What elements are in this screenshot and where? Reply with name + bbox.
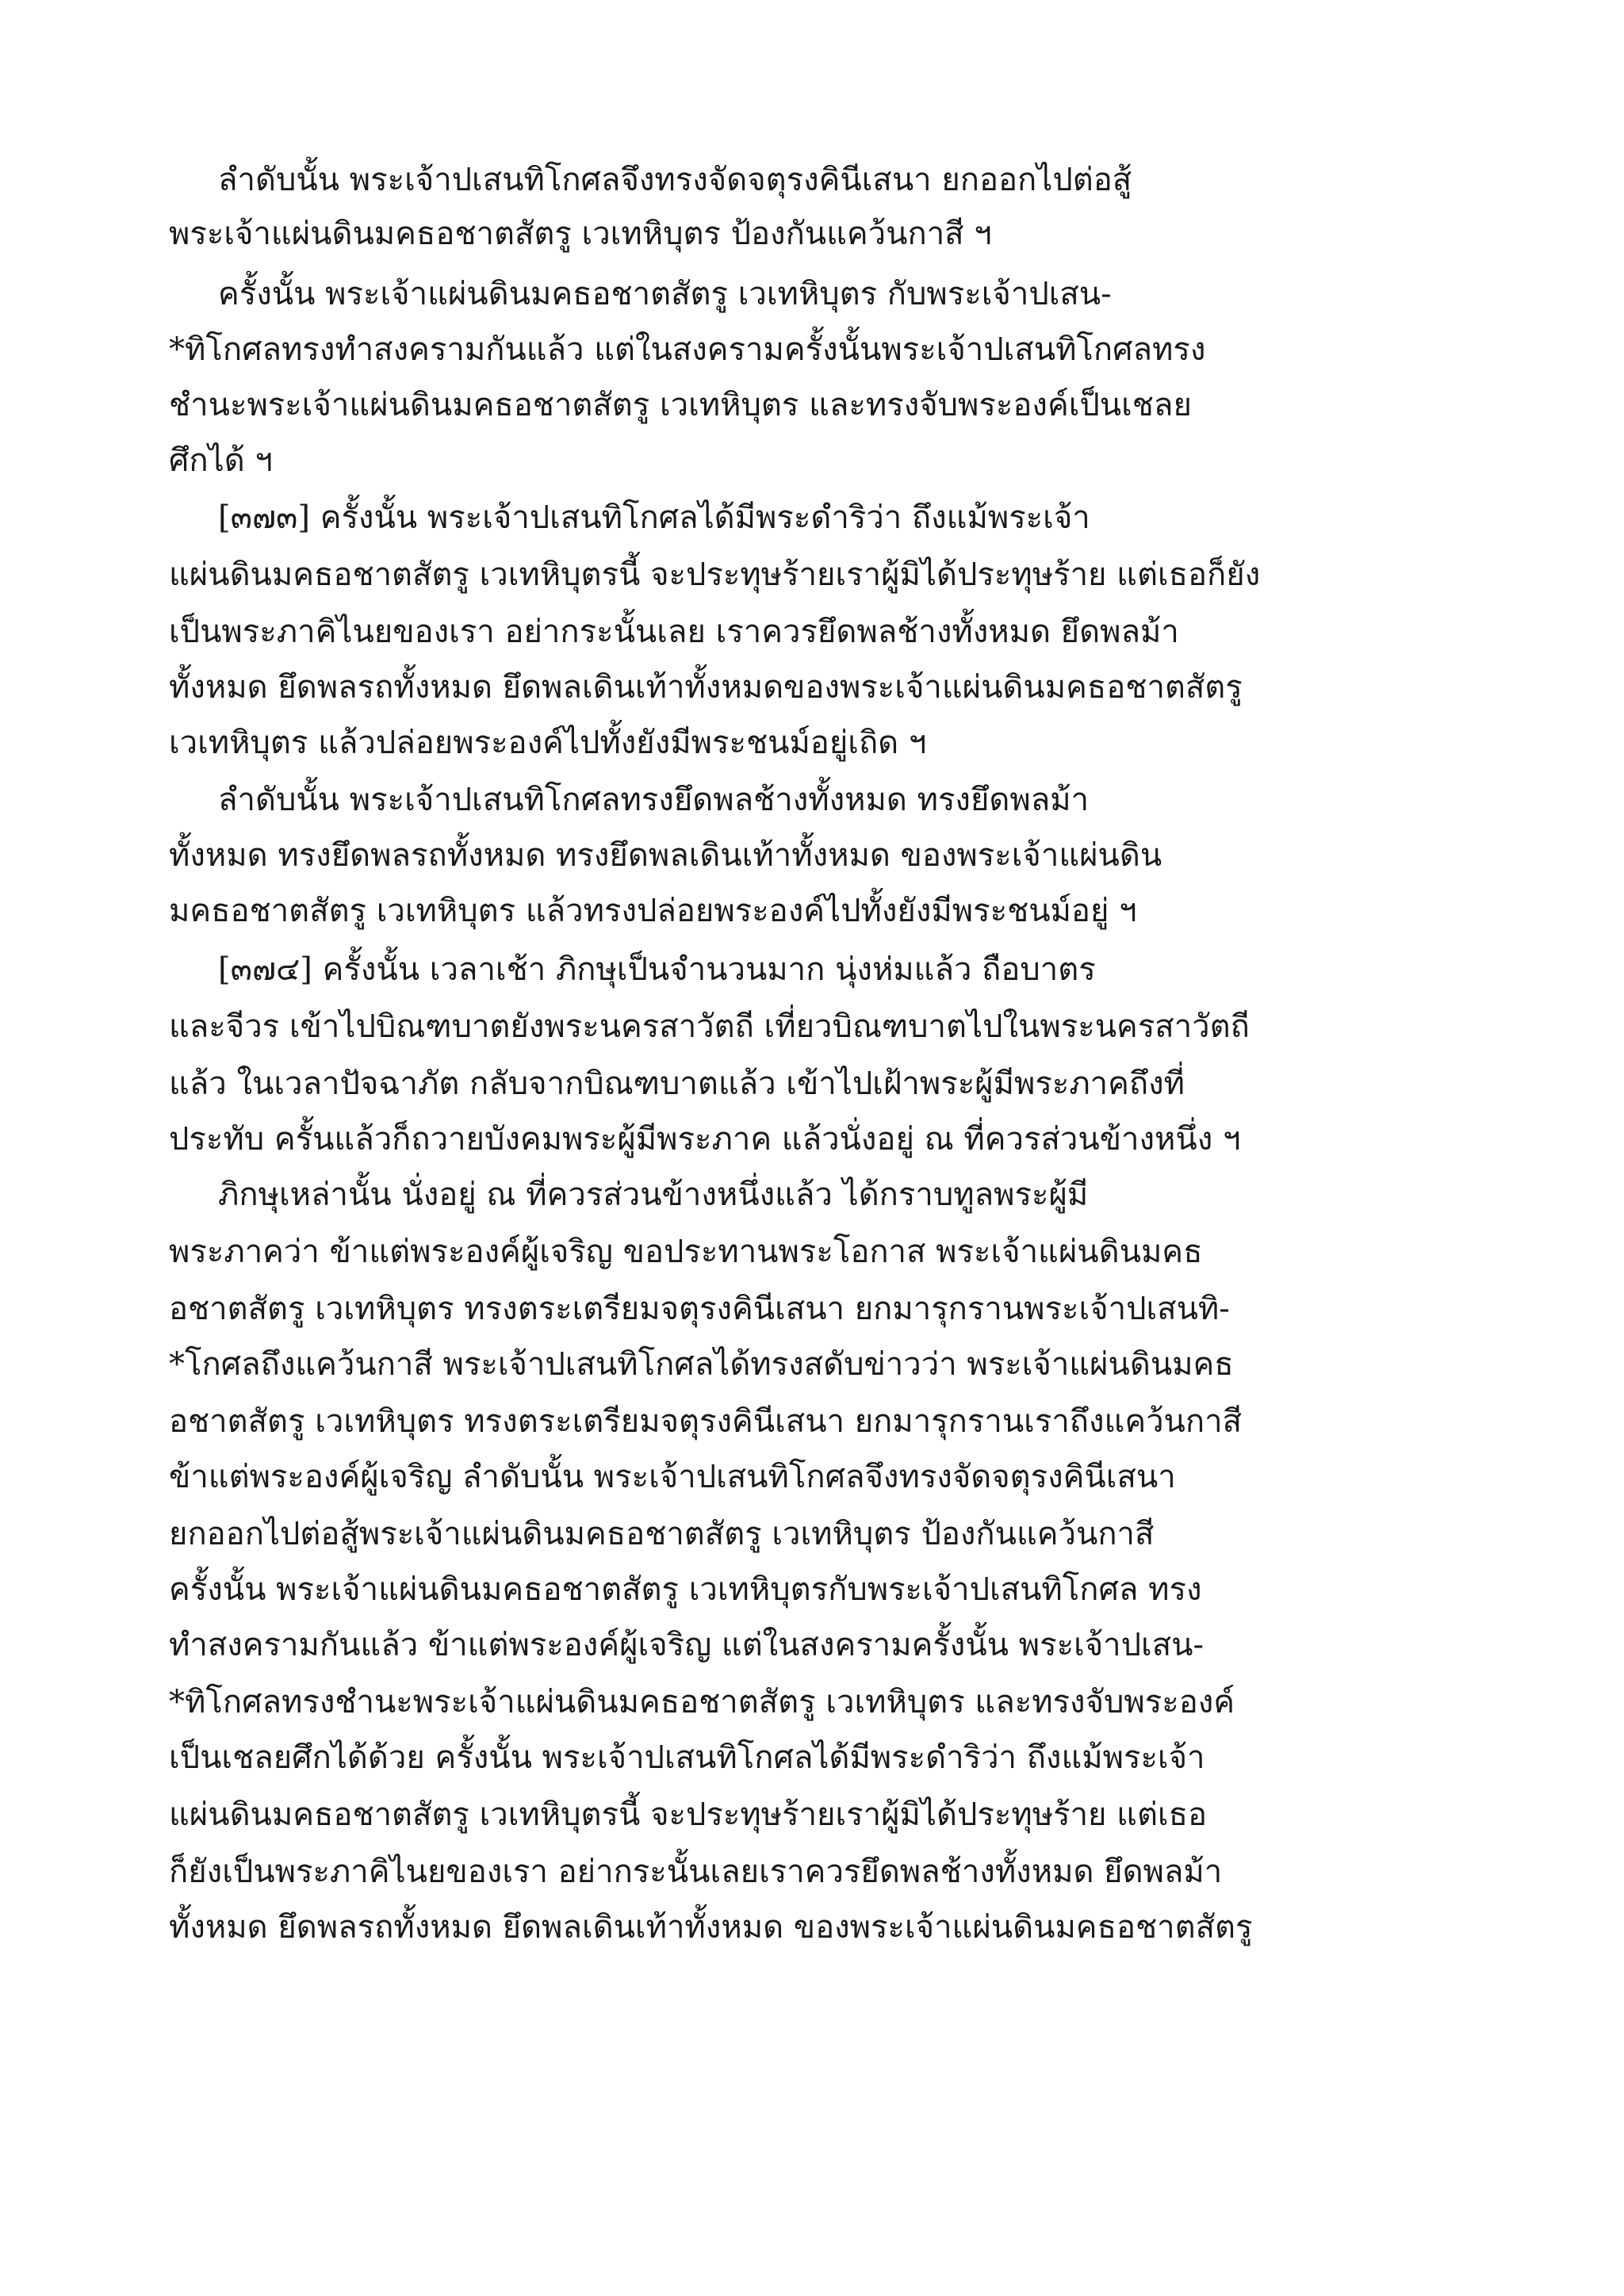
- text-line: ทั้งหมด ยึดพลรถทั้งหมด ยึดพลเดินเท้าทั้งหมด ของพระเจ้าแผ่นดินมคธอชาตสัตรู: [169, 1909, 1253, 1946]
- text-line: ทั้งหมด ทรงยึดพลรถทั้งหมด ทรงยึดพลเดินเท้าทั้งหมด ของพระเจ้าแผ่นดิน: [169, 837, 1162, 874]
- text-line: แผ่นดินมคธอชาตสัตรู เวเทหิบุตรนี้ จะประทุษร้ายเราผู้มิได้ประทุษร้าย แต่เธอก็ยัง: [169, 557, 1261, 593]
- text-line: พระภาคว่า ข้าแต่พระองค์ผู้เจริญ ขอประทานพระโอกาส พระเจ้าแผ่นดินมคธ: [169, 1234, 1203, 1270]
- text-line: ศึกได้ ฯ: [169, 442, 273, 479]
- text-line: ชำนะพระเจ้าแผ่นดินมคธอชาตสัตรู เวเทหิบุตร และทรงจับพระองค์เป็นเชลย: [169, 387, 1192, 423]
- text-line: อชาตสัตรู เวเทหิบุตร ทรงตระเตรียมจตุรงคินีเสนา ยกมารุกรานพระเจ้าปเสนทิ-: [169, 1291, 1230, 1327]
- text-line: [๓๗๔] ครั้งนั้น เวลาเช้า ภิกษุเป็นจำนวนมาก นุ่งห่มแล้ว ถือบาตร: [218, 951, 1096, 988]
- text-line: ทั้งหมด ยึดพลรถทั้งหมด ยึดพลเดินเท้าทั้งหมดของพระเจ้าแผ่นดินมคธอชาตสัตรู: [169, 669, 1243, 706]
- text-line: ทำสงครามกันแล้ว ข้าแต่พระองค์ผู้เจริญ แต่ในสงครามครั้งนั้น พระเจ้าปเสน-: [169, 1627, 1204, 1663]
- text-line: ยกออกไปต่อสู้พระเจ้าแผ่นดินมคธอชาตสัตรู เวเทหิบุตร ป้องกันแคว้นกาสี: [169, 1516, 1155, 1552]
- text-line: แล้ว ในเวลาปัจฉาภัต กลับจากบิณฑบาตแล้ว เข้าไปเฝ้าพระผู้มีพระภาคถึงที่: [169, 1066, 1185, 1102]
- text-line: มคธอชาตสัตรู เวเทหิบุตร แล้วทรงปล่อยพระองค์ไปทั้งยังมีพระชนม์อยู่ ฯ: [169, 893, 1137, 929]
- text-line: ข้าแต่พระองค์ผู้เจริญ ลำดับนั้น พระเจ้าปเสนทิโกศลจึงทรงจัดจตุรงคินีเสนา: [169, 1459, 1176, 1495]
- text-line: ประทับ ครั้นแล้วก็ถวายบังคมพระผู้มีพระภาค แล้วนั่งอยู่ ณ ที่ควรส่วนข้างหนึ่ง ฯ: [169, 1121, 1241, 1158]
- text-line: เป็นเชลยศึกได้ด้วย ครั้งนั้น พระเจ้าปเสนทิโกศลได้มีพระดำริว่า ถึงแม้พระเจ้า: [169, 1739, 1205, 1776]
- text-line: ครั้งนั้น พระเจ้าแผ่นดินมคธอชาตสัตรู เวเทหิบุตร กับพระเจ้าปเสน-: [218, 276, 1112, 312]
- text-line: *ทิโกศลทรงทำสงครามกันแล้ว แต่ในสงครามครั้งนั้นพระเจ้าปเสนทิโกศลทรง: [169, 331, 1206, 368]
- text-line: ลำดับนั้น พระเจ้าปเสนทิโกศลจึงทรงจัดจตุรงคินีเสนา ยกออกไปต่อสู้: [218, 162, 1132, 198]
- text-line: [๓๗๓] ครั้งนั้น พระเจ้าปเสนทิโกศลได้มีพระดำริว่า ถึงแม้พระเจ้า: [218, 499, 1090, 536]
- text-line: *โกศลถึงแคว้นกาสี พระเจ้าปเสนทิโกศลได้ทรงสดับข่าวว่า พระเจ้าแผ่นดินมคธ: [169, 1346, 1234, 1383]
- text-line: เวเทหิบุตร แล้วปล่อยพระองค์ไปทั้งยังมีพระชนม์อยู่เถิด ฯ: [169, 725, 927, 761]
- text-line: และจีวร เข้าไปบิณฑบาตยังพระนครสาวัตถี เที่ยวบิณฑบาตไปในพระนครสาวัตถี: [169, 1008, 1250, 1045]
- text-line: ภิกษุเหล่านั้น นั่งอยู่ ณ ที่ควรส่วนข้างหนึ่งแล้ว ได้กราบทูลพระผู้มี: [218, 1177, 1089, 1213]
- text-line: อชาตสัตรู เวเทหิบุตร ทรงตระเตรียมจตุรงคินีเสนา ยกมารุกรานเราถึงแคว้นกาสี: [169, 1403, 1242, 1440]
- text-line: เป็นพระภาคิไนยของเรา อย่ากระนั้นเลย เราควรยึดพลช้างทั้งหมด ยึดพลม้า: [169, 614, 1179, 650]
- text-line: แผ่นดินมคธอชาตสัตรู เวเทหิบุตรนี้ จะประทุษร้ายเราผู้มิได้ประทุษร้าย แต่เธอ: [169, 1797, 1208, 1833]
- text-line: *ทิโกศลทรงชำนะพระเจ้าแผ่นดินมคธอชาตสัตรู เวเทหิบุตร และทรงจับพระองค์: [169, 1684, 1235, 1720]
- text-line: ก็ยังเป็นพระภาคิไนยของเรา อย่ากระนั้นเลยเราควรยึดพลช้างทั้งหมด ยึดพลม้า: [169, 1854, 1223, 1890]
- text-line: ลำดับนั้น พระเจ้าปเสนทิโกศลทรงยึดพลช้างทั้งหมด ทรงยึดพลม้า: [218, 782, 1090, 818]
- text-line: ครั้งนั้น พระเจ้าแผ่นดินมคธอชาตสัตรู เวเทหิบุตรกับพระเจ้าปเสนทิโกศล ทรง: [169, 1571, 1202, 1608]
- text-line: พระเจ้าแผ่นดินมคธอชาตสัตรู เวเทหิบุตร ป้องกันแคว้นกาสี ฯ: [169, 216, 992, 252]
